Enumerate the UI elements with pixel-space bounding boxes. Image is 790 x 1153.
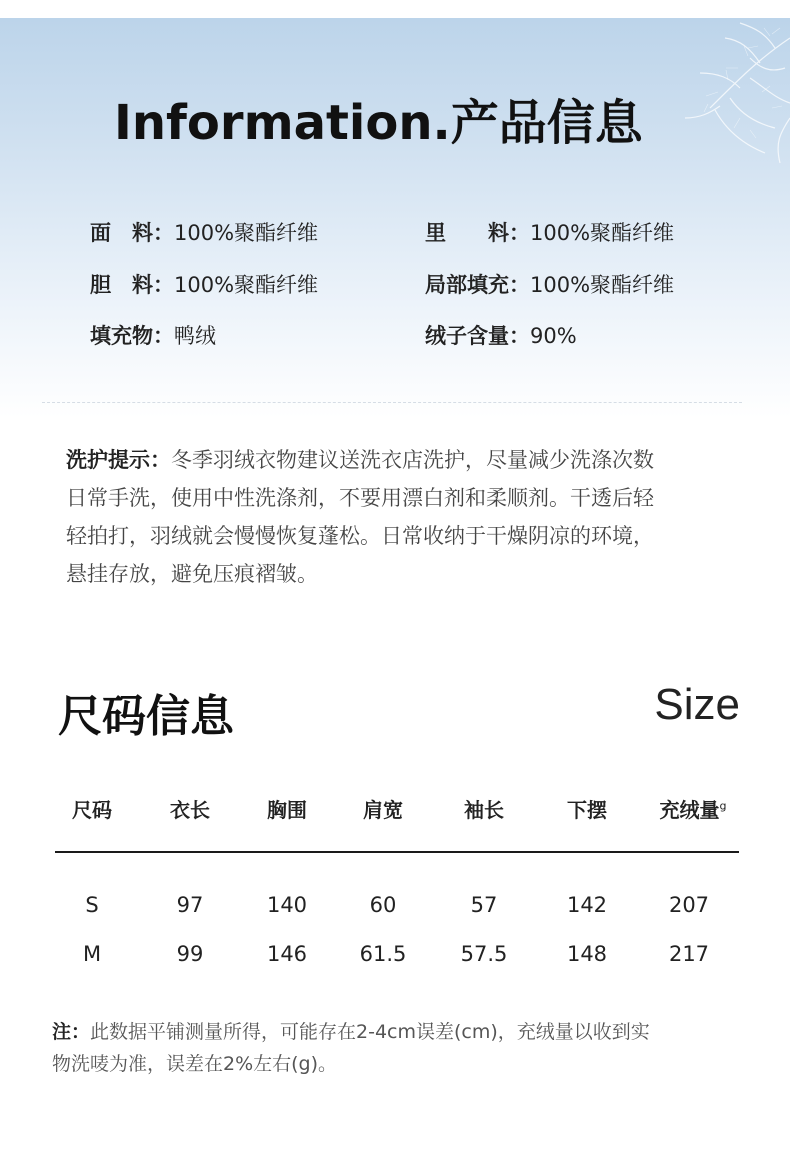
spec-value: 90% <box>530 324 577 348</box>
size-section-title: 尺码信息 <box>58 691 234 742</box>
table-cell: 57 <box>470 893 498 917</box>
note-line: 物洗唛为准，误差在2%左右(g)。 <box>52 1053 338 1075</box>
note-text: 此数据平铺测量所得，可能存在2-4cm误差(cm)，充绒量以收到实 <box>90 1021 650 1043</box>
spec-partial-filling <box>425 269 674 299</box>
spec-label: 胆 料： <box>90 273 174 297</box>
table-header-shoulder: 肩宽 <box>363 798 403 822</box>
fill-weight-unit: g <box>719 799 727 813</box>
table-cell: 97 <box>176 893 204 917</box>
spec-value: 100%聚酯纤维 <box>530 273 675 297</box>
spec-filling <box>90 320 216 350</box>
care-label: 洗护提示： <box>66 448 171 472</box>
table-header-fill-weight <box>640 794 746 823</box>
spec-label: 面 料： <box>90 221 174 245</box>
spec-label: 局部填充： <box>425 273 530 297</box>
spec-lining <box>425 217 674 247</box>
table-header-hem: 下摆 <box>567 798 607 822</box>
table-cell: 207 <box>668 893 710 917</box>
fill-weight-label: 充绒量 <box>659 798 720 822</box>
spec-fabric <box>90 217 318 247</box>
table-header-rule <box>55 851 739 853</box>
spec-label: 里 料： <box>425 221 530 245</box>
table-cell: 142 <box>566 893 608 917</box>
spec-down-content <box>425 320 577 350</box>
spec-value: 100%聚酯纤维 <box>174 221 319 245</box>
table-cell: S <box>85 893 99 917</box>
table-cell: 57.5 <box>460 942 508 966</box>
table-cell: 60 <box>369 893 397 917</box>
measurement-note <box>52 1016 752 1080</box>
table-cell: 217 <box>668 942 710 966</box>
page-title: Information.产品信息 <box>114 95 643 151</box>
care-text: 冬季羽绒衣物建议送洗衣店洗护，尽量减少洗涤次数 <box>171 448 654 472</box>
care-line: 悬挂存放，避免压痕褶皱。 <box>66 562 318 586</box>
table-header-chest: 胸围 <box>267 798 307 822</box>
spec-inner-shell <box>90 269 318 299</box>
table-cell: 61.5 <box>359 942 407 966</box>
note-line <box>52 1016 752 1048</box>
table-cell: 148 <box>566 942 608 966</box>
note-label: 注： <box>52 1021 91 1043</box>
care-line: 日常手洗，使用中性洗涤剂，不要用漂白剂和柔顺剂。干透后轻 <box>66 486 654 510</box>
care-line: 轻拍打，羽绒就会慢慢恢复蓬松。日常收纳于干燥阴凉的环境， <box>66 524 654 548</box>
spec-value: 100%聚酯纤维 <box>530 221 675 245</box>
table-cell: 99 <box>176 942 204 966</box>
table-header-size: 尺码 <box>72 798 112 822</box>
size-section-title-en: Size <box>654 680 740 729</box>
care-instructions <box>66 441 756 593</box>
table-header-length: 衣长 <box>170 798 210 822</box>
table-cell: 146 <box>266 942 308 966</box>
care-line <box>66 441 756 479</box>
table-header-sleeve: 袖长 <box>464 798 504 822</box>
spec-value: 鸭绒 <box>174 324 216 348</box>
spec-value: 100%聚酯纤维 <box>174 273 319 297</box>
spec-label: 绒子含量： <box>425 324 530 348</box>
section-divider <box>42 402 742 403</box>
table-cell: 140 <box>266 893 308 917</box>
spec-label: 填充物： <box>90 324 174 348</box>
table-cell: M <box>82 942 102 966</box>
